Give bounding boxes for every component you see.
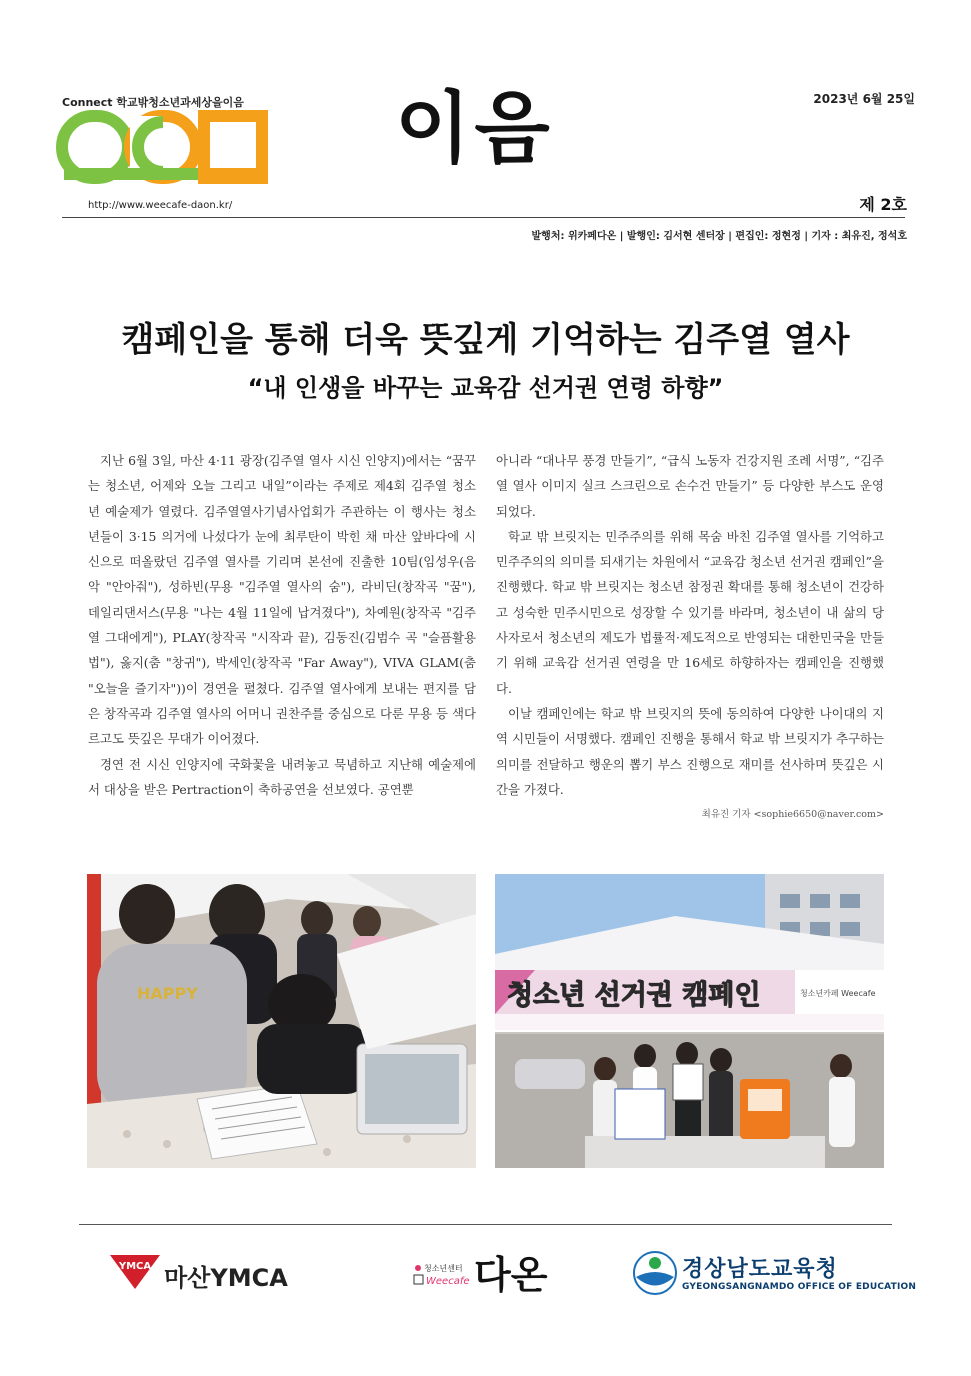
- gne-emblem-icon: [632, 1250, 678, 1300]
- website-url[interactable]: http://www.weecafe-daon.kr/: [88, 200, 233, 211]
- logo-tagline: Connect 학교밖청소년과세상을이음: [62, 96, 244, 109]
- sponsor-masan-ymca: 마산YMCA: [164, 1264, 288, 1292]
- article-subheadline: “내 인생을 바꾸는 교육감 선거권 연령 하향”: [247, 374, 724, 402]
- sponsor-gyeongnam-education-office: 경상남도교육청: [682, 1257, 838, 1282]
- daon-brand-label: Weecafe: [426, 1276, 470, 1287]
- ymca-badge-text: YMCA: [118, 1261, 152, 1272]
- issue-number: 제 2호: [859, 195, 907, 214]
- paragraph: 아니라 “대나무 풍경 만들기”, “급식 노동자 건강지원 조례 서명”, “김주열 열사 이미지 실크 스크린으로 손수건 만들기” 등 다양한 부스도 운영되었다.: [496, 453, 884, 519]
- header-divider: [62, 217, 905, 218]
- shirt-print: HAPPY: [137, 984, 198, 1003]
- publisher-info: 발행처: 위카페다온 | 발행인: 김서현 센터장 | 편집인: 정현정 | 기자 : 최유진, 정석호: [531, 231, 907, 242]
- event-photo-signing: [87, 874, 476, 1168]
- ymca-logo-icon: [110, 1255, 160, 1293]
- campaign-banner-brand: 청소년카페 Weecafe: [800, 989, 876, 998]
- article-headline: 캠페인을 통해 더욱 뜻깊게 기억하는 김주열 열사: [121, 320, 850, 360]
- daon-logo: [410, 1244, 548, 1308]
- article-column-right: [496, 448, 884, 802]
- campaign-banner-text: 청소년 선거권 캠페인: [507, 980, 761, 1011]
- reporter-byline: 최유진 기자 <sophie6650@naver.com>: [701, 809, 884, 820]
- sponsor-gyeongnam-english-name: GYEONGSANGNAMDO OFFICE OF EDUCATION: [682, 1282, 917, 1292]
- event-photo-campaign-booth: [495, 874, 884, 1168]
- issue-date: 2023년 6월 25일: [813, 92, 915, 106]
- ieum-logo: [58, 110, 268, 190]
- daon-name: 다온: [474, 1252, 548, 1297]
- paragraph: 경연 전 시신 인양지에 국화꽃을 내려놓고 묵념하고 지난해 예술제에서 대상을 받은 Pertraction이 축하공연을 선보였다. 공연뿐: [88, 756, 476, 797]
- footer-divider: [79, 1224, 892, 1225]
- paragraph: 지난 6월 3일, 마산 4·11 광장(김주열 열사 시신 인양지)에서는 “꿈꾸는 청소년, 어제와 오늘 그리고 내일”이라는 주제로 제4회 김주열 청소년 예술제가 열렸다. 김주열열사기념사업회가 주관하는 이 행사는 청소년들이 3·15 의거에 나섰다가 눈에 최루탄이 박힌 채 마산 앞바다에 시신으로 떠올랐던 김주열 열사를 기리며 본선에 진출한 10팀(임성우(음악 "안아줘"), 성하빈(무용 "김주열 열사의 숨"), 라비딘(창작곡 "꿈"), 데일리댄서스(무용 "나는 4월 11일에 납겨졌다"), 차예원(창작곡 "김주열 그대에게"), PLAY(창작곡 "시작과 끝), 김동진(김범수 곡 "슬픔활용법"), 옳지(춤 "창귀"), 박세인(창작곡 "Far Away"), VIVA GLAM(춤 "오늘을 즐기자"))이 경연을 펼쳤다. 김주열 열사에게 보내는 편지를 담은 창작곡과 김주열 열사의 어머니 권찬주를 중심으로 다룬 무용 등 색다르고도 뜻깊은 무대가 이어졌다.: [88, 453, 476, 747]
- newsletter-title: 이음: [395, 84, 554, 174]
- daon-center-label: 청소년센터: [424, 1264, 463, 1273]
- article-column-left: [88, 448, 476, 802]
- paragraph: 이날 캠페인에는 학교 밖 브릿지의 뜻에 동의하여 다양한 나이대의 지역 시민들이 서명했다. 캠페인 진행을 통해서 학교 밖 브릿지가 추구하는 의미를 전달하고 행운의 뽑기 부스 진행으로 재미를 선사하며 뜻깊은 시간을 가졌다.: [496, 705, 884, 797]
- paragraph: 학교 밖 브릿지는 민주주의를 위해 목숨 바친 김주열 열사를 기억하고 민주주의의 의미를 되새기는 차원에서 “교육감 청소년 선거권 캠페인”을 진행했다. 학교 밖 브릿지는 청소년 참정권 확대를 통해 청소년이 건강하고 성숙한 민주시민으로 성장할 수 있기를 바라며, 청소년이 내 삶의 당사자로서 청소년의 제도가 법률적·제도적으로 반영되는 대한민국을 만들기 위해 교육감 선거권 연령을 만 16세로 하향하자는 캠페인을 진행했다.: [496, 528, 884, 696]
